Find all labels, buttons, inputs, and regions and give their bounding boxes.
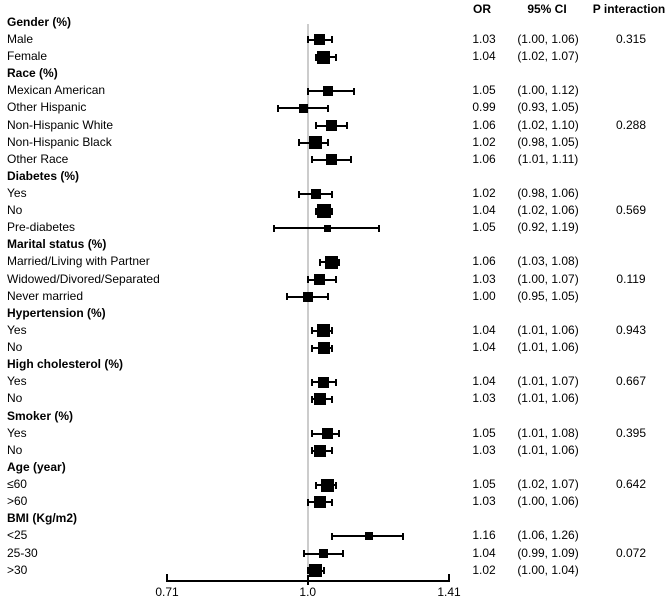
p-interaction-value: 0.943 bbox=[615, 322, 647, 337]
ci-cap-left bbox=[331, 533, 333, 540]
or-marker bbox=[299, 104, 308, 113]
or-value: 1.05 bbox=[472, 425, 496, 440]
or-marker bbox=[314, 274, 325, 285]
p-interaction-value: 0.642 bbox=[615, 477, 647, 492]
row-label: Female bbox=[7, 49, 48, 64]
ci-cap-left bbox=[311, 396, 313, 403]
row-label: Yes bbox=[7, 374, 27, 389]
ci-value: (0.95, 1.05) bbox=[517, 288, 579, 303]
row-label: ≤60 bbox=[7, 477, 27, 492]
ci-cap-right bbox=[323, 567, 325, 574]
ci-cap-left bbox=[298, 139, 300, 146]
or-value: 1.04 bbox=[472, 322, 496, 337]
or-marker bbox=[325, 256, 338, 269]
or-value: 1.04 bbox=[472, 203, 496, 218]
ci-cap-right bbox=[335, 482, 337, 489]
ci-cap-right bbox=[378, 225, 380, 232]
or-marker bbox=[319, 549, 328, 558]
subgroup-header-label: Gender (%) bbox=[7, 14, 72, 29]
or-value: 1.00 bbox=[472, 288, 496, 303]
p-interaction-value: 0.395 bbox=[615, 425, 647, 440]
or-marker bbox=[365, 532, 373, 540]
or-value: 1.04 bbox=[472, 374, 496, 389]
row-label: 25-30 bbox=[7, 545, 38, 560]
subgroup-header-label: Race (%) bbox=[7, 66, 58, 81]
row-label: >30 bbox=[7, 562, 28, 577]
ci-value: (1.00, 1.12) bbox=[517, 83, 579, 98]
x-axis-tick bbox=[307, 575, 309, 585]
or-marker bbox=[324, 225, 331, 232]
or-value: 1.05 bbox=[472, 220, 496, 235]
ci-cap-right bbox=[335, 276, 337, 283]
row-label: No bbox=[7, 340, 23, 355]
ci-cap-left bbox=[277, 105, 279, 112]
ci-cap-left bbox=[311, 430, 313, 437]
or-marker bbox=[309, 564, 322, 577]
ci-cap-left bbox=[307, 88, 309, 95]
ci-cap-right bbox=[327, 139, 329, 146]
ci-cap-right bbox=[342, 550, 344, 557]
ci-value: (1.00, 1.07) bbox=[517, 271, 579, 286]
ci-cap-left bbox=[286, 293, 288, 300]
or-marker bbox=[311, 189, 321, 199]
row-label: Yes bbox=[7, 425, 27, 440]
ci-value: (0.98, 1.06) bbox=[517, 186, 579, 200]
row-label: Widowed/Divored/Separated bbox=[7, 271, 160, 286]
ci-value: (1.00, 1.04) bbox=[517, 562, 579, 577]
or-marker bbox=[317, 204, 331, 218]
ci-cap-left bbox=[311, 447, 313, 454]
row-label: >60 bbox=[7, 494, 28, 509]
column-header-or: OR bbox=[473, 2, 491, 16]
ci-cap-right bbox=[331, 191, 333, 198]
x-axis-tick bbox=[166, 574, 168, 582]
ci-cap-right bbox=[331, 327, 333, 334]
ci-cap-right bbox=[402, 533, 404, 540]
ci-value: (1.01, 1.06) bbox=[517, 442, 579, 457]
or-value: 1.03 bbox=[472, 494, 496, 509]
ci-value: (1.03, 1.08) bbox=[517, 254, 579, 269]
ci-value: (1.01, 1.06) bbox=[517, 391, 579, 406]
or-marker bbox=[322, 428, 333, 439]
row-label: Male bbox=[7, 31, 34, 46]
subgroup-header-label: Marital status (%) bbox=[7, 237, 107, 252]
row-label: Other Race bbox=[7, 151, 69, 166]
row-label: No bbox=[7, 442, 23, 457]
ci-cap-left bbox=[319, 259, 321, 266]
or-value: 1.03 bbox=[472, 271, 496, 286]
or-value: 1.03 bbox=[472, 442, 496, 457]
or-value: 1.04 bbox=[472, 49, 496, 64]
or-value: 1.06 bbox=[472, 117, 496, 132]
or-marker bbox=[326, 120, 337, 131]
row-label: No bbox=[7, 391, 23, 406]
ci-cap-right bbox=[331, 208, 333, 215]
ci-value: (1.00, 1.06) bbox=[517, 494, 579, 509]
ci-cap-right bbox=[335, 379, 337, 386]
ci-cap-right bbox=[350, 156, 352, 163]
row-label: Never married bbox=[7, 288, 84, 303]
ci-cap-left bbox=[273, 225, 275, 232]
or-value: 1.04 bbox=[472, 340, 496, 355]
ci-cap-right bbox=[335, 54, 337, 61]
or-marker bbox=[314, 34, 325, 45]
ci-cap-left bbox=[311, 327, 313, 334]
ci-value: (1.02, 1.10) bbox=[517, 117, 579, 132]
ci-cap-right bbox=[338, 430, 340, 437]
ci-cap-right bbox=[331, 499, 333, 506]
or-value: 1.02 bbox=[472, 562, 496, 577]
ci-value: (0.92, 1.19) bbox=[517, 220, 579, 235]
row-label: Married/Living with Partner bbox=[7, 254, 150, 269]
or-marker bbox=[314, 445, 326, 457]
row-label: Non-Hispanic White bbox=[7, 117, 114, 132]
ci-value: (1.06, 1.26) bbox=[517, 528, 579, 543]
row-label: Other Hispanic bbox=[7, 100, 87, 115]
x-axis-tick-label: 1.0 bbox=[299, 585, 317, 599]
or-marker bbox=[303, 292, 313, 302]
p-interaction-value: 0.072 bbox=[615, 545, 647, 560]
or-marker bbox=[317, 324, 330, 337]
ci-cap-right bbox=[353, 88, 355, 95]
or-value: 1.02 bbox=[472, 186, 496, 200]
p-interaction-value: 0.288 bbox=[615, 117, 647, 132]
ci-value: (1.01, 1.06) bbox=[517, 322, 579, 337]
or-marker bbox=[309, 136, 322, 149]
or-marker bbox=[314, 496, 326, 508]
column-header-p-interaction: P interaction bbox=[592, 2, 666, 16]
row-label: Non-Hispanic Black bbox=[7, 134, 112, 149]
ci-cap-right bbox=[338, 259, 340, 266]
or-marker bbox=[321, 479, 334, 492]
or-value: 1.06 bbox=[472, 254, 496, 269]
ci-cap-right bbox=[327, 105, 329, 112]
or-marker bbox=[314, 393, 326, 405]
subgroup-header-label: Hypertension (%) bbox=[7, 305, 106, 320]
ci-value: (1.01, 1.07) bbox=[517, 374, 579, 389]
ci-cap-left bbox=[307, 499, 309, 506]
ci-cap-right bbox=[327, 293, 329, 300]
or-marker bbox=[318, 342, 330, 354]
ci-cap-right bbox=[331, 447, 333, 454]
ci-cap-left bbox=[311, 345, 313, 352]
ci-value: (0.98, 1.05) bbox=[517, 134, 579, 149]
or-value: 1.06 bbox=[472, 151, 496, 166]
or-value: 1.05 bbox=[472, 477, 496, 492]
or-value: 1.02 bbox=[472, 134, 496, 149]
ci-value: (1.01, 1.06) bbox=[517, 340, 579, 355]
row-label: Mexican American bbox=[7, 83, 106, 98]
row-label: Pre-diabetes bbox=[7, 220, 76, 235]
ci-cap-left bbox=[298, 191, 300, 198]
or-marker bbox=[317, 51, 330, 64]
row-label: <25 bbox=[7, 528, 28, 543]
ci-value: (0.99, 1.09) bbox=[517, 545, 579, 560]
subgroup-header-label: Diabetes (%) bbox=[7, 168, 80, 183]
ci-cap-left bbox=[307, 276, 309, 283]
ci-value: (1.01, 1.11) bbox=[517, 151, 579, 166]
ci-cap-left bbox=[307, 36, 309, 43]
ci-cap-left bbox=[303, 550, 305, 557]
subgroup-header-label: Age (year) bbox=[7, 459, 66, 474]
ci-cap-left bbox=[311, 379, 313, 386]
ci-cap-right bbox=[331, 36, 333, 43]
row-label: Yes bbox=[7, 322, 27, 337]
ci-value: (1.00, 1.06) bbox=[517, 31, 579, 46]
x-axis-tick-label: 0.71 bbox=[155, 585, 179, 599]
ci-cap-left bbox=[315, 482, 317, 489]
ci-value: (1.02, 1.07) bbox=[517, 477, 579, 492]
ci-value: (1.02, 1.06) bbox=[517, 203, 579, 218]
ci-value: (0.93, 1.05) bbox=[517, 100, 579, 115]
subgroup-header-label: Smoker (%) bbox=[7, 408, 74, 423]
or-value: 1.03 bbox=[472, 391, 496, 406]
ci-cap-right bbox=[346, 122, 348, 129]
subgroup-header-label: BMI (Kg/m2) bbox=[7, 511, 77, 526]
or-value: 1.03 bbox=[472, 31, 496, 46]
or-value: 1.16 bbox=[472, 528, 496, 543]
ci-cap-right bbox=[331, 345, 333, 352]
ci-value: (1.01, 1.08) bbox=[517, 425, 579, 440]
x-axis-tick bbox=[448, 574, 450, 582]
ci-cap-left bbox=[315, 122, 317, 129]
ci-cap-right bbox=[331, 396, 333, 403]
or-marker bbox=[326, 154, 337, 165]
p-interaction-value: 0.315 bbox=[615, 31, 647, 46]
ci-cap-left bbox=[311, 156, 313, 163]
x-axis-tick-label: 1.41 bbox=[437, 585, 461, 599]
or-marker bbox=[323, 86, 333, 96]
or-value: 1.04 bbox=[472, 545, 496, 560]
p-interaction-value: 0.569 bbox=[615, 203, 647, 218]
or-marker bbox=[318, 377, 329, 388]
row-label: No bbox=[7, 203, 23, 218]
or-value: 0.99 bbox=[472, 100, 496, 115]
or-value: 1.05 bbox=[472, 83, 496, 98]
p-interaction-value: 0.119 bbox=[616, 271, 646, 286]
ci-value: (1.02, 1.07) bbox=[517, 49, 579, 64]
column-header-ci: 95% CI bbox=[527, 2, 567, 16]
p-interaction-value: 0.667 bbox=[615, 374, 647, 389]
subgroup-header-label: High cholesterol (%) bbox=[7, 357, 124, 372]
row-label: Yes bbox=[7, 186, 27, 200]
